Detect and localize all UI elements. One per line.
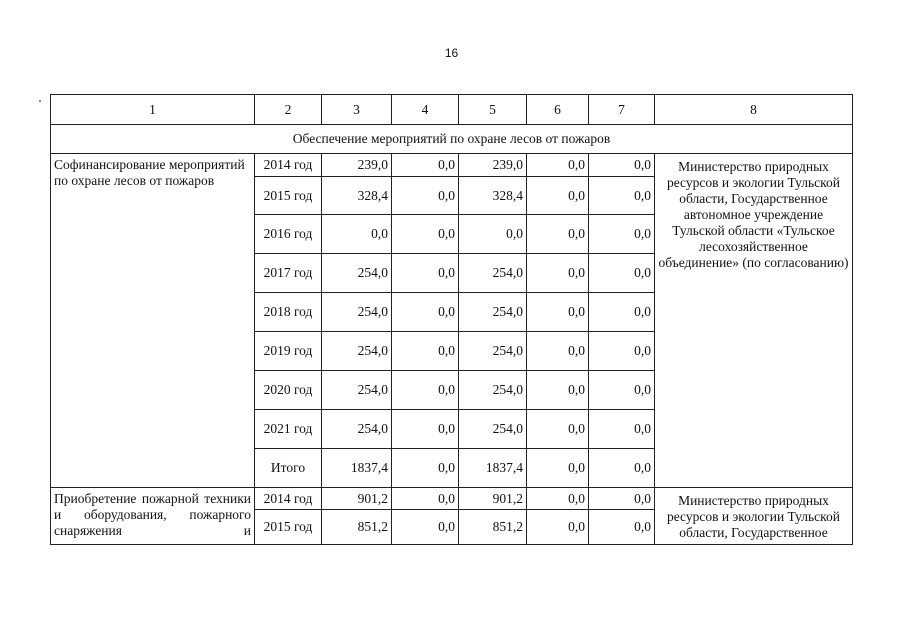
value-cell: 0,0 (392, 488, 459, 510)
value-cell: 254,0 (322, 410, 392, 449)
value-cell: 0,0 (589, 488, 655, 510)
value-cell: 0,0 (392, 510, 459, 545)
value-cell: 254,0 (322, 293, 392, 332)
value-cell: 254,0 (322, 371, 392, 410)
year-cell: 2014 год (255, 488, 322, 510)
value-cell: 0,0 (589, 371, 655, 410)
value-cell: 0,0 (589, 293, 655, 332)
activity-name: Приобретение пожарной техники и оборудования, пожарного снаряжения и (51, 488, 255, 545)
value-cell: 0,0 (527, 510, 589, 545)
value-cell: 239,0 (459, 154, 527, 177)
value-cell: 0,0 (392, 449, 459, 488)
responsible-org: Министерство природных ресурсов и экологии Тульской области, Государственное автономное учреждение Тульской области «Тульское лесохозяйственное объединение» (по согласованию) (655, 154, 853, 488)
value-cell: 328,4 (459, 177, 527, 215)
year-cell: 2017 год (255, 254, 322, 293)
value-cell: 0,0 (527, 488, 589, 510)
value-cell: 0,0 (392, 410, 459, 449)
value-cell: 851,2 (322, 510, 392, 545)
year-cell: 2015 год (255, 510, 322, 545)
year-cell: Итого (255, 449, 322, 488)
value-cell: 901,2 (322, 488, 392, 510)
year-cell: 2016 год (255, 215, 322, 254)
value-cell: 0,0 (589, 154, 655, 177)
value-cell: 0,0 (589, 410, 655, 449)
year-cell: 2021 год (255, 410, 322, 449)
table-row (51, 154, 853, 177)
value-cell: 254,0 (459, 371, 527, 410)
value-cell: 254,0 (459, 254, 527, 293)
value-cell: 0,0 (392, 177, 459, 215)
year-cell: 2015 год (255, 177, 322, 215)
value-cell: 0,0 (392, 332, 459, 371)
value-cell: 0,0 (527, 332, 589, 371)
year-cell: 2019 год (255, 332, 322, 371)
value-cell: 0,0 (527, 449, 589, 488)
column-header: 3 (322, 95, 392, 125)
section-title: Обеспечение мероприятий по охране лесов от пожаров (51, 125, 853, 154)
value-cell: 0,0 (589, 215, 655, 254)
section-row (51, 125, 853, 154)
value-cell: 0,0 (527, 215, 589, 254)
value-cell: 0,0 (392, 254, 459, 293)
value-cell: 901,2 (459, 488, 527, 510)
value-cell: 328,4 (322, 177, 392, 215)
value-cell: 851,2 (459, 510, 527, 545)
table-row (51, 488, 853, 510)
page-number: 16 (444, 46, 459, 60)
column-header: 8 (655, 95, 853, 125)
value-cell: 0,0 (527, 254, 589, 293)
value-cell: 254,0 (459, 332, 527, 371)
value-cell: 1837,4 (322, 449, 392, 488)
column-header: 2 (255, 95, 322, 125)
activity-name: Софинансирование мероприятий по охране лесов от пожаров (51, 154, 255, 488)
column-header: 1 (51, 95, 255, 125)
year-cell: 2018 год (255, 293, 322, 332)
value-cell: 0,0 (392, 293, 459, 332)
value-cell: 254,0 (322, 254, 392, 293)
year-cell: 2014 год (255, 154, 322, 177)
column-header: 5 (459, 95, 527, 125)
value-cell: 254,0 (459, 410, 527, 449)
column-header: 4 (392, 95, 459, 125)
value-cell: 0,0 (589, 510, 655, 545)
value-cell: 0,0 (392, 154, 459, 177)
value-cell: 0,0 (589, 254, 655, 293)
data-table (50, 94, 853, 545)
value-cell: 1837,4 (459, 449, 527, 488)
value-cell: 0,0 (392, 215, 459, 254)
value-cell: 0,0 (527, 410, 589, 449)
value-cell: 0,0 (527, 177, 589, 215)
value-cell: 0,0 (589, 177, 655, 215)
value-cell: 239,0 (322, 154, 392, 177)
table-header-row (51, 95, 853, 125)
value-cell: 254,0 (459, 293, 527, 332)
column-header: 6 (527, 95, 589, 125)
value-cell: 0,0 (527, 371, 589, 410)
scan-speck (39, 100, 41, 102)
value-cell: 0,0 (589, 332, 655, 371)
value-cell: 0,0 (459, 215, 527, 254)
value-cell: 0,0 (527, 293, 589, 332)
column-header: 7 (589, 95, 655, 125)
value-cell: 254,0 (322, 332, 392, 371)
responsible-org: Министерство природных ресурсов и экологии Тульской области, Государственное (655, 488, 853, 545)
year-cell: 2020 год (255, 371, 322, 410)
value-cell: 0,0 (589, 449, 655, 488)
value-cell: 0,0 (322, 215, 392, 254)
value-cell: 0,0 (392, 371, 459, 410)
value-cell: 0,0 (527, 154, 589, 177)
